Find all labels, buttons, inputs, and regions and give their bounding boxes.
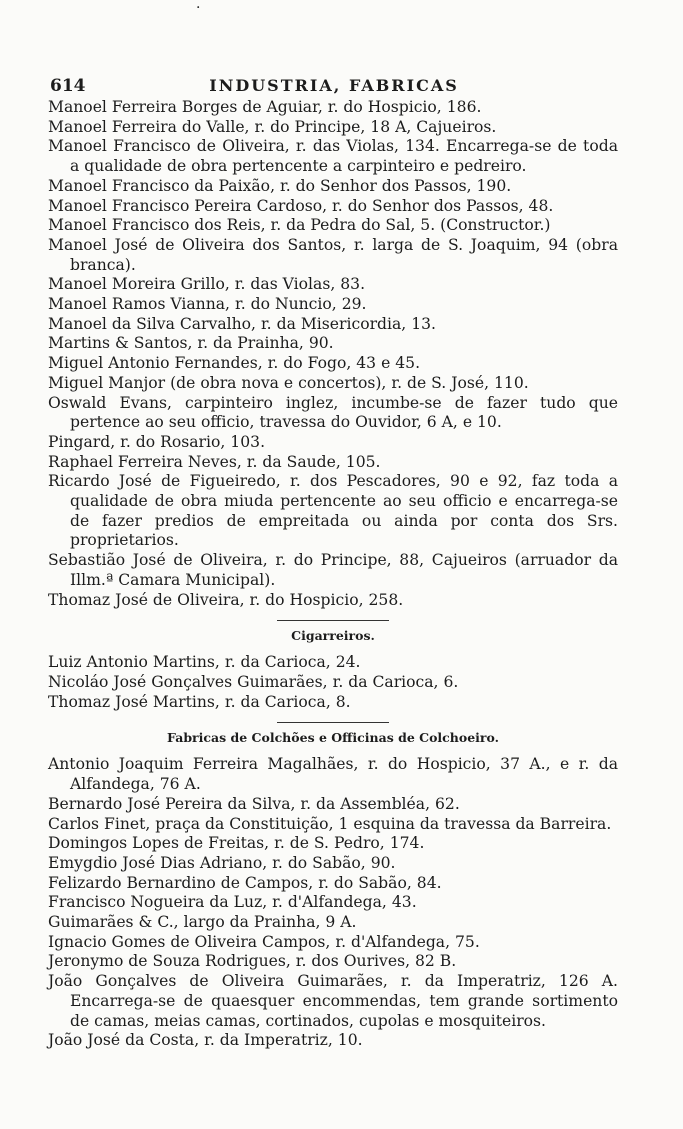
list-item: Manoel Francisco Pereira Cardoso, r. do Senhor dos Passos, 48. [48,196,554,215]
list-item: Manoel Francisco de Oliveira, r. das Violas, 134. Encarrega-se de toda a qualidade de obra pertencente a carpinteiro e pedreiro. [48,137,618,176]
list-item: Raphael Ferreira Neves, r. da Saude, 105. [48,452,381,471]
running-head: INDUSTRIA, FABRICAS [209,76,459,95]
list-item: Sebastião José de Oliveira, r. do Principe, 88, Cajueiros (arruador da Illm.ª Camara Municipal). [48,551,618,589]
list-item: Thomaz José de Oliveira, r. do Hospicio, 258. [48,590,404,609]
list-item: Nicoláo José Gonçalves Guimarães, r. da Carioca, 6. [48,672,459,691]
list-item: Manoel da Silva Carvalho, r. da Misericordia, 13. [48,314,437,333]
page-content [48,98,618,1051]
list-item: Martins & Santos, r. da Prainha, 90. [48,334,334,353]
entries-cigarreiros [48,653,618,712]
list-item: Domingos Lopes de Freitas, r. de S. Pedro, 174. [48,834,425,853]
section-divider [277,620,389,621]
list-item: Felizardo Bernardino de Campos, r. do Sabão, 84. [48,873,442,892]
list-item: Carlos Finet, praça da Constituição, 1 esquina da travessa da Barreira. [48,814,612,833]
list-item: Manoel Moreira Grillo, r. das Violas, 83. [48,275,366,294]
page-header [50,76,618,98]
list-item: Manoel Francisco da Paixão, r. do Senhor dos Passos, 190. [48,176,512,195]
list-item: Guimarães & C., largo da Prainha, 9 A. [48,913,357,932]
list-item: Manoel Ramos Vianna, r. do Nuncio, 29. [48,295,367,314]
list-item: Ricardo José de Figueiredo, r. dos Pescadores, 90 e 92, faz toda a qualidade de obra miuda pertencente ao seu officio e encarrega-se de fazer predios de empreitada ou ainda por conta dos Srs. proprietarios. [48,472,618,550]
list-item: Manoel Francisco dos Reis, r. da Pedra do Sal, 5. (Constructor.) [48,216,551,235]
page-number: 614 [50,76,86,96]
list-item: Thomaz José Martins, r. da Carioca, 8. [48,692,351,711]
list-item: João José da Costa, r. da Imperatriz, 10. [48,1031,363,1050]
list-item: Emygdio José Dias Adriano, r. do Sabão, 90. [48,853,396,872]
list-item: Bernardo José Pereira da Silva, r. da Assembléa, 62. [48,794,460,813]
entries-colchoes [48,755,618,1051]
ink-speck: · [196,0,201,16]
list-item: Miguel Manjor (de obra nova e concertos), r. de S. José, 110. [48,373,529,392]
list-item: Miguel Antonio Fernandes, r. do Fogo, 43 e 45. [48,354,421,373]
list-item: João Gonçalves de Oliveira Guimarães, r. da Imperatriz, 126 A. Encarrega-se de quaesquer encommendas, tem grande sortimento de camas, meias camas, cortinados, cupolas e mosquiteiros. [48,972,618,1030]
list-item: Oswald Evans, carpinteiro inglez, incumbe-se de fazer tudo que pertence ao seu officio, travessa do Ouvidor, 6 A, e 10. [48,393,618,432]
list-item: Francisco Nogueira da Luz, r. d'Alfandega, 43. [48,893,417,912]
entries-top [48,98,618,610]
list-item: Ignacio Gomes de Oliveira Campos, r. d'Alfandega, 75. [48,932,480,951]
section-title-cigarreiros: Cigarreiros. [291,628,375,644]
section-divider [277,722,389,723]
list-item: Manoel Ferreira Borges de Aguiar, r. do Hospicio, 186. [48,98,482,116]
list-item: Manoel José de Oliveira dos Santos, r. larga de S. Joaquim, 94 (obra branca). [48,235,618,274]
list-item: Manoel Ferreira do Valle, r. do Principe, 18 A, Cajueiros. [48,117,497,136]
list-item: Jeronymo de Souza Rodrigues, r. dos Ourives, 82 B. [48,952,457,971]
section-title-colchoes: Fabricas de Colchões e Officinas de Colchoeiro. [167,730,499,746]
list-item: Pingard, r. do Rosario, 103. [48,432,266,451]
list-item: Luiz Antonio Martins, r. da Carioca, 24. [48,653,361,672]
list-item: Antonio Joaquim Ferreira Magalhães, r. do Hospicio, 37 A., e r. da Alfandega, 76 A. [48,755,618,794]
